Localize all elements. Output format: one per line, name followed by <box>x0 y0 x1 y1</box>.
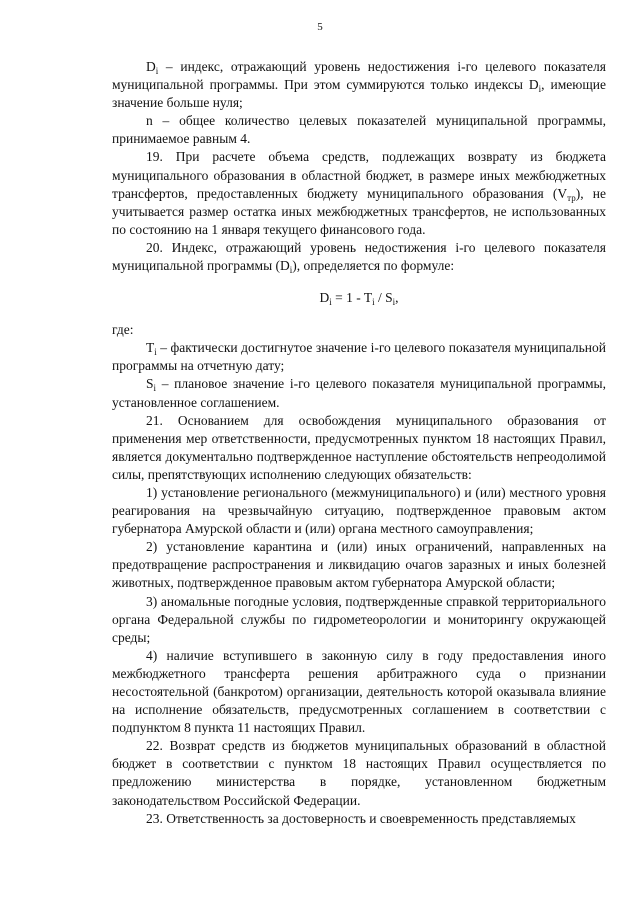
formula: $D_i = 1 - T_i / S_i$, <box>319 290 399 308</box>
paragraph: $D_i$ – индекс, отражающий уровень недостижения i-го целевого показателя муниципальной программы. При этом суммируются только индексы $D_i$, имеющие значение больше нуля; <box>112 59 606 111</box>
paragraph: 22. Возврат средств из бюджетов муниципальных образований в областной бюджет в соответствии с пунктом 18 настоящих Правил осуществляется по предложению министерства в порядке, установленном бюджетным законодательством Российской Федерации. <box>112 738 606 808</box>
paragraph: где: <box>112 322 134 338</box>
paragraph: 4) наличие вступившего в законную силу в году предоставления иного межбюджетного трансферта решения арбитражного суда о признании несостоятельной (банкротом) организации, деятельность которой оказывала влияние на исполнение обязательств, предусмотренных соглашением в соответствии с подпунктом 8 пункта 11 настоящих Правил. <box>112 647 606 736</box>
paragraph: 21. Основанием для освобождения муниципального образования от применения мер ответственности, предусмотренных пунктом 18 настоящих Правил, является документально подтвержденное наступление обстоятельств непреодолимой силы, препятствующих исполнению следующих обязательств: <box>112 412 606 482</box>
paragraph: 23. Ответственность за достоверность и своевременность представляемых <box>146 810 576 826</box>
paragraph: n – общее количество целевых показателей муниципальной программы, принимаемое равным 4. <box>112 113 606 147</box>
paragraph: $T_i$ – фактически достигнутое значение i-го целевого показателя муниципальной программы на отчетную дату; <box>112 340 606 374</box>
page-number: 5 <box>317 21 323 33</box>
paragraph: 19. При расчете объема средств, подлежащих возврату из бюджета муниципального образования в областной бюджет, в размере иных межбюджетных трансфертов, предоставленных бюджету муниципального образования $(V_{тр})$, не учитывается размер остатка иных межбюджетных трансфертов, не использованных по состоянию на 1 января текущего финансового года. <box>112 149 606 237</box>
paragraph: 3) аномальные погодные условия, подтвержденные справкой территориального органа Федеральной службы по гидрометеорологии и мониторингу окружающей среды; <box>112 593 606 645</box>
paragraph: 20. Индекс, отражающий уровень недостижения i-го целевого показателя муниципальной программы $(D_i)$, определяется по формуле: <box>112 239 606 276</box>
paragraph: $S_i$ – плановое значение i-го целевого показателя муниципальной программы, установленное соглашением. <box>112 376 606 410</box>
paragraph: 1) установление регионального (межмуниципального) и (или) местного уровня реагирования на чрезвычайную ситуацию, подтвержденное правовым актом губернатора Амурской области и (или) органа местного самоуправления; <box>112 484 606 537</box>
document-body <box>112 58 606 828</box>
paragraph: 2) установление карантина и (или) иных ограничений, направленных на предотвращение распространения и ликвидацию очагов заразных и иных болезней животных, подтвержденное правовым актом губернатора Амурской области; <box>112 539 606 591</box>
